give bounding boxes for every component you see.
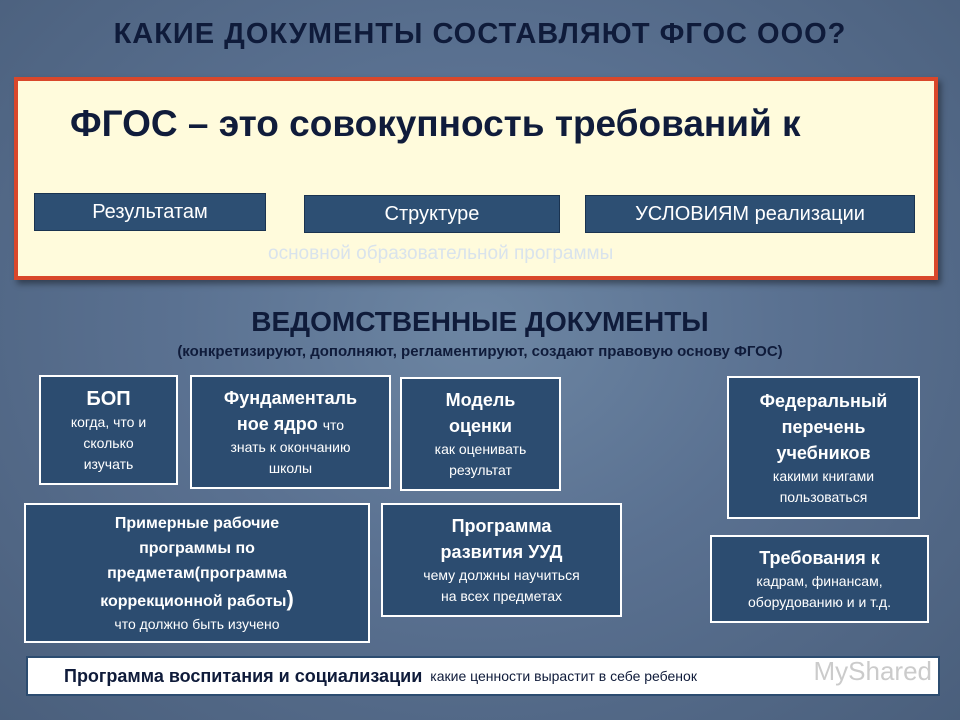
section-subheading: (конкретизируют, дополняют, регламентируют, создают правовую основу ФГОС) <box>177 343 783 360</box>
bop-title: БОП <box>86 387 131 410</box>
core-title-row <box>237 411 344 437</box>
bop-line: изучать <box>83 455 134 472</box>
core-line: школы <box>268 460 313 476</box>
uud-title: развития УУД <box>440 542 563 562</box>
box-requirements <box>710 535 929 623</box>
programs-line: Примерные рабочие <box>114 515 280 532</box>
programs-row <box>100 586 294 614</box>
core-inline: что <box>322 417 345 433</box>
textbooks-title: учебников <box>776 442 871 463</box>
programs-line: коррекционной работы <box>100 593 287 610</box>
bop-line: когда, что и <box>70 413 147 430</box>
tag-conditions: УСЛОВИЯМ реализации <box>585 195 915 233</box>
slide-title: КАКИЕ ДОКУМЕНТЫ СОСТАВЛЯЮТ ФГОС ООО? <box>113 18 847 50</box>
tag-structure: Структуре <box>304 195 560 233</box>
textbooks-line: какими книгами <box>772 467 875 484</box>
uud-line: на всех предметах <box>440 588 563 604</box>
textbooks-title: Федеральный <box>759 390 888 411</box>
fgos-heading: ФГОС – это совокупность требований к <box>70 103 801 144</box>
uud-line: чему должны научиться <box>423 567 580 583</box>
requirements-title: Требования к <box>759 548 880 568</box>
core-line: знать к окончанию <box>230 439 351 455</box>
upbringing-program-bar <box>26 656 940 696</box>
uud-title: Программа <box>451 516 552 536</box>
model-title: Модель <box>445 390 516 410</box>
programs-paren: ) <box>286 586 294 611</box>
model-title: оценки <box>448 416 513 436</box>
model-line: как оценивать <box>434 441 527 457</box>
textbooks-title: перечень <box>781 416 866 437</box>
tag-results: Результатам <box>34 193 266 231</box>
requirements-line: кадрам, финансам, <box>756 573 883 589</box>
watermark-logo: MyShared <box>813 656 932 686</box>
programs-line: предметам(программа <box>107 565 287 582</box>
box-textbooks <box>727 376 920 519</box>
box-sample-programs <box>24 503 370 643</box>
requirements-line: оборудованию и и т.д. <box>748 594 891 610</box>
textbooks-line: пользоваться <box>779 488 868 505</box>
section-heading: ВЕДОМСТВЕННЫЕ ДОКУМЕНТЫ <box>251 306 709 337</box>
box-assessment-model <box>400 377 561 491</box>
upbringing-note: какие ценности вырастит в себе ребенок <box>430 668 697 684</box>
box-fundamental-core <box>190 375 391 489</box>
upbringing-title: Программа воспитания и социализации <box>64 665 423 686</box>
box-bop <box>39 375 178 485</box>
model-line: результат <box>449 462 512 478</box>
fgos-definition-panel <box>14 77 938 280</box>
programs-note: что должно быть изучено <box>114 616 280 632</box>
faded-program-text: основной образовательной программы <box>268 243 614 264</box>
bop-line: сколько <box>83 434 134 451</box>
box-uud-program <box>381 503 622 617</box>
programs-line: программы по <box>139 540 255 557</box>
core-title: Фундаменталь <box>223 388 358 408</box>
core-title: ное ядро <box>236 414 318 434</box>
